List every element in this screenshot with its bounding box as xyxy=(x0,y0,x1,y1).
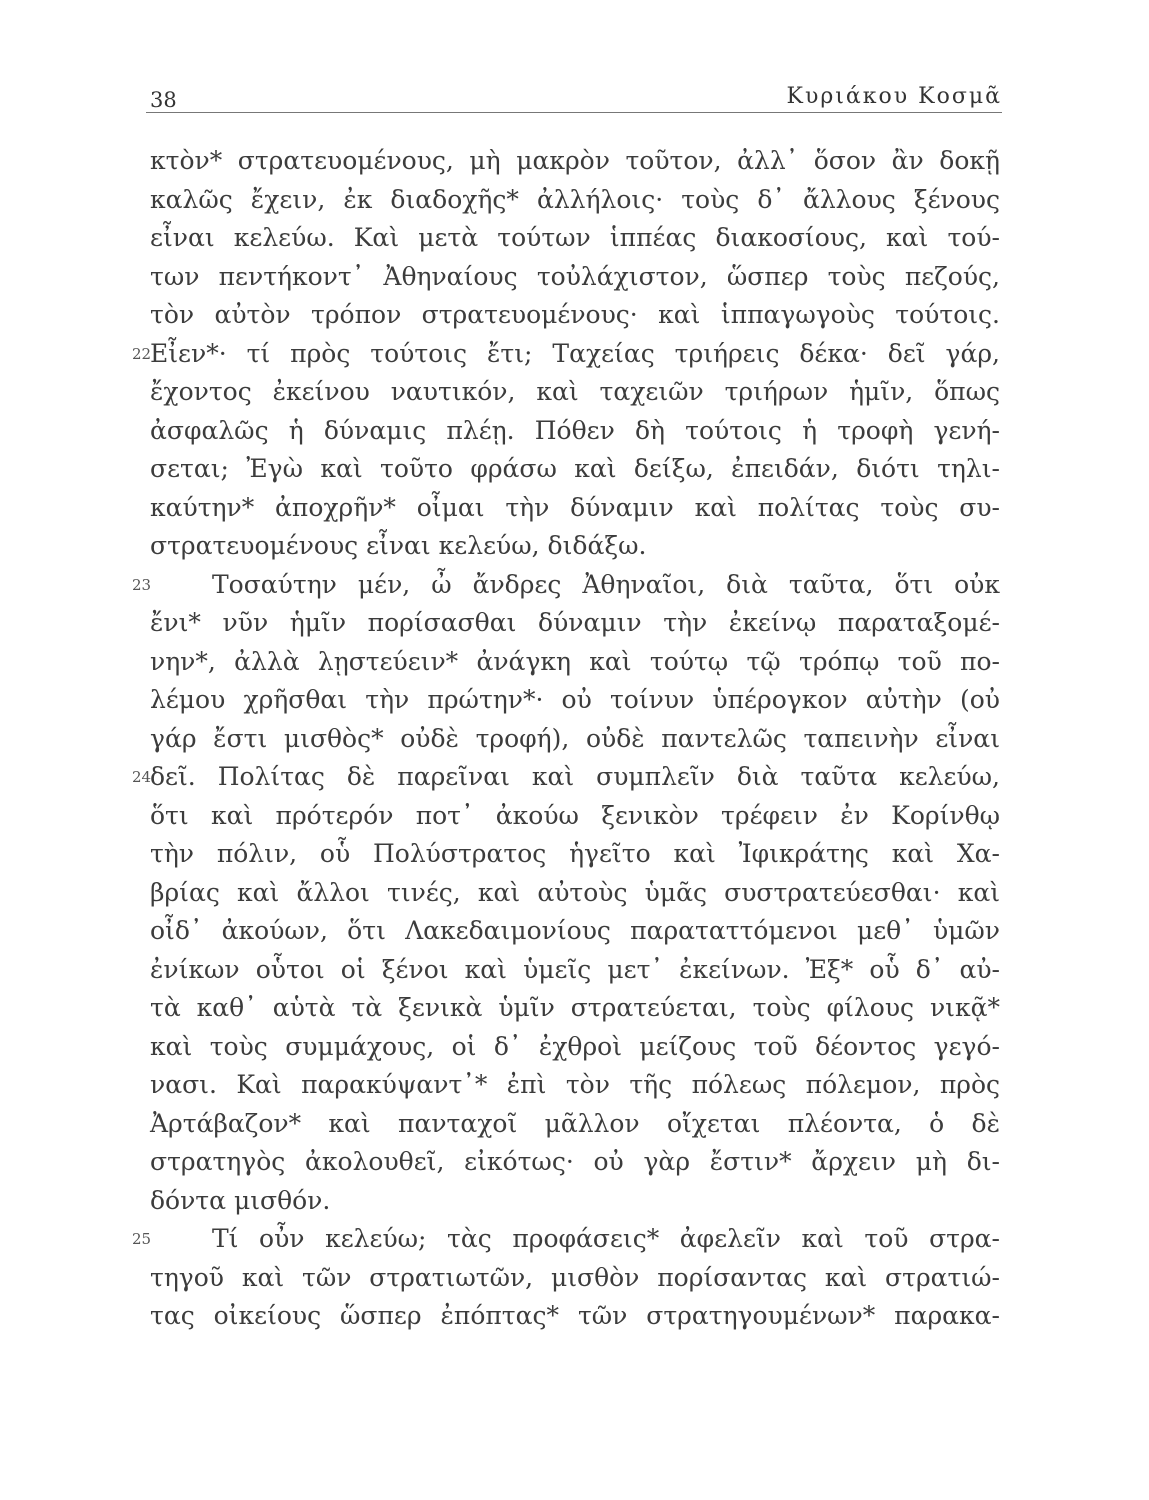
header-rule xyxy=(146,112,1002,113)
page-number: 38 xyxy=(150,88,177,112)
text-line: τηγοῦ καὶ τῶν στρατιωτῶν, μισθὸν πορίσαντας καὶ στρατιώ- xyxy=(150,1262,1000,1292)
text-line: ἀσφαλῶς ἡ δύναμις πλέῃ. Πόθεν δὴ τούτοις ἡ τροφὴ γενή- xyxy=(150,415,1000,445)
text-line: στρατευομένους εἶναι κελεύω, διδάξω. xyxy=(150,531,647,560)
text-line-content: Τοσαύτην μέν, ὦ ἄνδρες Ἀθηναῖοι, διὰ ταῦτα, ὅτι οὐκ xyxy=(212,569,1000,599)
page-header xyxy=(146,84,1002,118)
text-line: καλῶς ἔχειν, ἐκ διαδοχῆς* ἀλλήλοις· τοὺς δ᾽ ἄλλους ξένους xyxy=(150,184,1000,214)
text-line: τὸν αὐτὸν τρόπον στρατευομένους· καὶ ἱππαγωγοὺς τούτοις. xyxy=(150,300,1000,329)
text-line: καὶ τοὺς συμμάχους, οἱ δ᾽ ἐχθροὶ μείζους τοῦ δέοντος γεγό- xyxy=(150,1031,1000,1061)
running-title: Κυριάκου Κοσμᾶ xyxy=(786,84,1002,109)
text-line: Ἀρτάβαζον* καὶ πανταχοῖ μᾶλλον οἴχεται πλέοντα, ὁ δὲ xyxy=(150,1108,1000,1138)
text-line: δόντα μισθόν. xyxy=(150,1185,331,1215)
text-line-section-22 xyxy=(132,335,1000,374)
text-line-section-23 xyxy=(132,566,1000,605)
text-line: νην*, ἀλλὰ λῃστεύειν* ἀνάγκη καὶ τούτῳ τῷ τρόπῳ τοῦ πο- xyxy=(150,646,1000,676)
text-line-section-25 xyxy=(132,1220,1000,1259)
text-line: ἔνι* νῦν ἡμῖν πορίσασθαι δύναμιν τὴν ἐκείνῳ παραταξομέ- xyxy=(150,608,1000,637)
text-line: ἔχοντος ἐκείνου ναυτικόν, καὶ ταχειῶν τριήρων ἡμῖν, ὅπως xyxy=(150,377,1000,406)
section-number: 23 xyxy=(132,575,152,594)
text-line: καύτην* ἀποχρῆν* οἶμαι τὴν δύναμιν καὶ πολίτας τοὺς συ- xyxy=(150,492,1000,522)
text-line: βρίας καὶ ἄλλοι τινές, καὶ αὐτοὺς ὑμᾶς συστρατεύεσθαι· καὶ xyxy=(150,877,1000,907)
body-text xyxy=(132,142,1000,1336)
text-line: τὴν πόλιν, οὗ Πολύστρατος ἡγεῖτο καὶ Ἰφικράτης καὶ Χα- xyxy=(150,839,1000,868)
text-line-content: δεῖ. Πολίτας δὲ παρεῖναι καὶ συμπλεῖν διὰ ταῦτα κελεύω, xyxy=(150,762,1000,791)
text-line: τὰ καθ᾽ αὑτὰ τὰ ξενικὰ ὑμῖν στρατεύεται, τοὺς φίλους νικᾷ* xyxy=(150,993,1000,1022)
text-line: τας οἰκείους ὥσπερ ἐπόπτας* τῶν στρατηγουμένων* παρακα- xyxy=(150,1301,1000,1330)
text-line: λέμου χρῆσθαι τὴν πρώτην*· οὐ τοίνυν ὑπέρογκον αὐτὴν (οὐ xyxy=(150,685,1000,714)
text-line: των πεντήκοντ᾽ Ἀθηναίους τοὐλάχιστον, ὥσπερ τοὺς πεζούς, xyxy=(150,261,1000,291)
section-number: 24 xyxy=(132,768,152,786)
text-line: κτὸν* στρατευομένους, μὴ μακρὸν τοῦτον, ἀλλ᾽ ὅσον ἂν δοκῇ xyxy=(150,146,1000,175)
text-line-content: Τί οὖν κελεύω; τὰς προφάσεις* ἀφελεῖν καὶ τοῦ στρα- xyxy=(212,1224,1000,1253)
text-line: γάρ ἔστι μισθὸς* οὐδὲ τροφή), οὐδὲ παντελῶς ταπεινὴν εἶναι xyxy=(150,723,1000,753)
text-line: σεται; Ἐγὼ καὶ τοῦτο φράσω καὶ δείξω, ἐπειδάν, διότι τηλι- xyxy=(150,454,1000,483)
text-line: εἶναι κελεύω. Καὶ μετὰ τούτων ἱππέας διακοσίους, καὶ τού- xyxy=(150,223,1000,252)
text-line-section-24 xyxy=(132,758,1000,797)
section-number: 25 xyxy=(132,1230,152,1248)
text-line: ἐνίκων οὗτοι οἱ ξένοι καὶ ὑμεῖς μετ᾽ ἐκείνων. Ἐξ* οὗ δ᾽ αὐ- xyxy=(150,954,1000,984)
text-line: οἶδ᾽ ἀκούων, ὅτι Λακεδαιμονίους παραταττόμενοι μεθ᾽ ὑμῶν xyxy=(150,916,1000,945)
text-line: νασι. Καὶ παρακύψαντ᾽* ἐπὶ τὸν τῆς πόλεως πόλεμον, πρὸς xyxy=(150,1070,1000,1099)
text-line: στρατηγὸς ἀκολουθεῖ, εἰκότως· οὐ γὰρ ἔστιν* ἄρχειν μὴ δι- xyxy=(150,1147,1000,1176)
section-number: 22 xyxy=(132,344,152,363)
text-line-content: Εἶεν*· τί πρὸς τούτοις ἔτι; Ταχείας τριήρεις δέκα· δεῖ γάρ, xyxy=(150,338,1000,368)
text-line: ὅτι καὶ πρότερόν ποτ᾽ ἀκούω ξενικὸν τρέφειν ἐν Κορίνθῳ xyxy=(150,800,1000,830)
